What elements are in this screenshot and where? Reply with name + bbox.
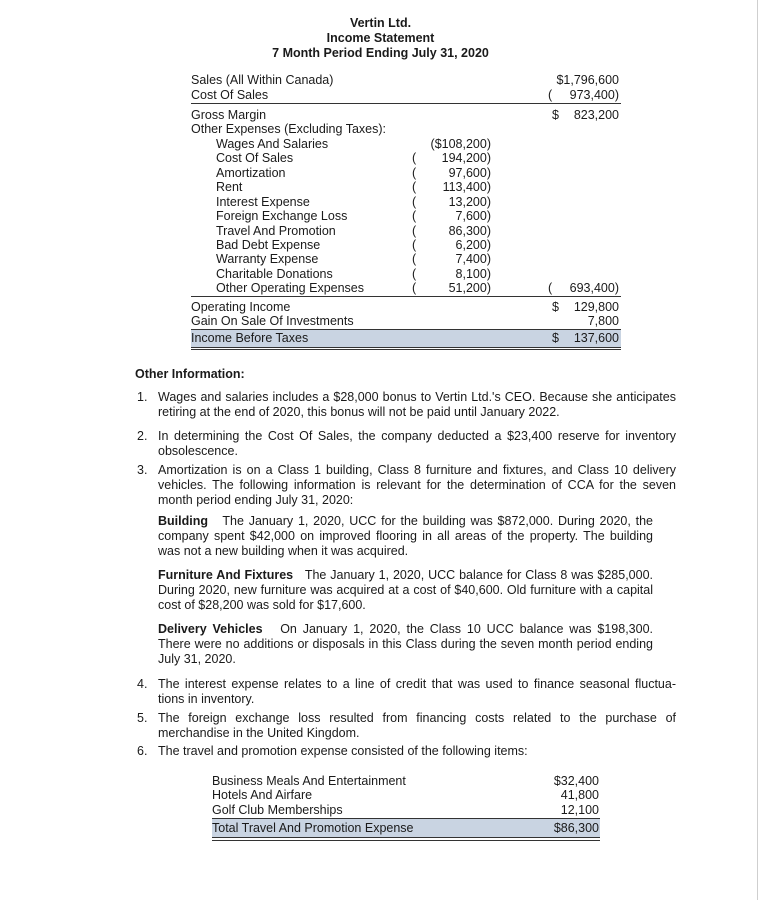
sales-value: $1,796,600 xyxy=(556,73,619,87)
item-text: In determining the Cost Of Sales, the company deducted a $23,400 reserve for inventory obsolescence. xyxy=(158,429,676,458)
expense-label: Charitable Donations xyxy=(216,267,333,281)
expense-row xyxy=(0,267,761,282)
other-expenses-row xyxy=(0,122,761,137)
statement-title: Income Statement xyxy=(326,31,435,45)
item-text: The travel and promotion expense consisted of the following items: xyxy=(158,744,528,758)
paren: ( xyxy=(412,151,417,165)
expense-value: 7,600) xyxy=(455,209,491,223)
expense-value: 51,200) xyxy=(448,281,491,295)
paren: ( xyxy=(412,166,417,180)
expense-label: Other Operating Expenses xyxy=(216,281,364,295)
rule xyxy=(191,349,621,350)
income-before-taxes-row xyxy=(0,331,761,346)
expense-label: Amortization xyxy=(216,166,286,180)
expense-row xyxy=(0,195,761,210)
item-number: 4. xyxy=(137,677,148,691)
expense-row xyxy=(0,252,761,267)
expense-label: Bad Debt Expense xyxy=(216,238,321,252)
expense-value: 113,400) xyxy=(442,180,491,194)
travel-label: Hotels And Airfare xyxy=(212,788,313,802)
operating-income-value: 129,800 xyxy=(573,300,619,314)
dollar-sign: $ xyxy=(552,108,559,122)
paren: ( xyxy=(412,180,417,194)
item-text: The foreign exchange loss resulted from financing costs related to the purchase of merchandise in the United Kingdom. xyxy=(158,711,676,740)
expense-value: 6,200) xyxy=(455,238,491,252)
cos-value: 973,400) xyxy=(569,88,619,102)
income-before-taxes-value: 137,600 xyxy=(573,331,619,345)
expense-value: ($108,200) xyxy=(430,137,491,151)
building-heading: Building xyxy=(158,514,208,528)
travel-row xyxy=(0,774,761,789)
expense-row xyxy=(0,151,761,166)
item-number: 6. xyxy=(137,744,148,758)
rule xyxy=(191,103,621,104)
paren: ( xyxy=(412,281,417,295)
travel-row xyxy=(0,803,761,818)
paren: ( xyxy=(412,252,417,266)
statement-period: 7 Month Period Ending July 31, 2020 xyxy=(272,46,489,60)
paren: ( xyxy=(412,238,417,252)
item-number: 5. xyxy=(137,711,148,725)
building-paragraph xyxy=(158,514,653,559)
item-text: The interest expense relates to a line of credit that was used to finance seasonal fluctua- tions in inventory. xyxy=(158,677,676,706)
total-other-expenses-value: 693,400) xyxy=(569,281,619,295)
expense-value: 7,400) xyxy=(455,252,491,266)
other-expenses-label: Other Expenses (Excluding Taxes): xyxy=(191,122,387,136)
travel-label: Business Meals And Entertainment xyxy=(212,774,406,788)
expense-label: Warranty Expense xyxy=(216,252,319,266)
expense-row xyxy=(0,166,761,181)
travel-total-value: $86,300 xyxy=(553,821,599,835)
expense-value: 13,200) xyxy=(448,195,491,209)
expense-row xyxy=(0,209,761,224)
gain-row xyxy=(0,314,761,329)
expense-row xyxy=(0,224,761,239)
building-text: The January 1, 2020, UCC for the building was $872,000. During 2020, the company spent $42,000 on improved flooring in all areas of the property. The building was not a new building when it was acquired. xyxy=(158,514,654,558)
travel-row xyxy=(0,788,761,803)
travel-label: Golf Club Memberships xyxy=(212,803,343,817)
rule xyxy=(191,347,621,348)
travel-total-label: Total Travel And Promotion Expense xyxy=(212,821,414,835)
sales-row xyxy=(0,73,761,88)
expense-row xyxy=(0,238,761,253)
item-text: Amortization is on a Class 1 building, Class 8 furniture and fixtures, and Class 10 delivery vehicles. The following information is relevant for the determination of CCA for the seven month period ending July 31, 2020: xyxy=(158,463,676,507)
travel-value: 41,800 xyxy=(560,788,599,802)
vehicles-heading: Delivery Vehicles xyxy=(158,622,263,636)
paren: ( xyxy=(412,267,417,281)
expense-label: Rent xyxy=(216,180,243,194)
furniture-paragraph xyxy=(158,568,653,613)
paren: ( xyxy=(412,209,417,223)
dollar-sign: $ xyxy=(552,300,559,314)
rule xyxy=(212,837,600,838)
expense-label: Travel And Promotion xyxy=(216,224,336,238)
expense-row xyxy=(0,281,761,296)
expense-value: 194,200) xyxy=(441,151,491,165)
gross-margin-label: Gross Margin xyxy=(191,108,267,122)
paren: ( xyxy=(548,88,553,102)
item-number: 1. xyxy=(137,390,148,404)
expense-label: Wages And Salaries xyxy=(216,137,329,151)
expense-row xyxy=(0,180,761,195)
item-number: 3. xyxy=(137,463,148,477)
expense-value: 86,300) xyxy=(448,224,491,238)
expense-value: 8,100) xyxy=(455,267,491,281)
travel-value: $32,400 xyxy=(553,774,599,788)
expense-label: Foreign Exchange Loss xyxy=(216,209,348,223)
expense-value: 97,600) xyxy=(448,166,491,180)
rule xyxy=(191,296,621,297)
gain-value: 7,800 xyxy=(587,314,619,328)
travel-total-row xyxy=(0,821,761,836)
gain-label: Gain On Sale Of Investments xyxy=(191,314,354,328)
cos-label: Cost Of Sales xyxy=(191,88,269,102)
item-text: Wages and salaries includes a $28,000 bonus to Vertin Ltd.'s CEO. Because she anticipates retiring at the end of 2020, this bonus will not be paid until January 2022. xyxy=(158,390,676,419)
furniture-text: The January 1, 2020, UCC balance for Class 8 was $285,000. During 2020, new furniture was acquired at a cost of $40,600. Old furniture with a capital cost of $28,200 was sold for $17,600. xyxy=(158,568,654,612)
rule xyxy=(212,840,600,841)
operating-income-label: Operating Income xyxy=(191,300,291,314)
sales-label: Sales (All Within Canada) xyxy=(191,73,334,87)
operating-income-row xyxy=(0,300,761,315)
expense-label: Interest Expense xyxy=(216,195,310,209)
vehicles-paragraph xyxy=(158,622,653,667)
company-name: Vertin Ltd. xyxy=(349,16,412,30)
income-before-taxes-label: Income Before Taxes xyxy=(191,331,309,345)
travel-value: 12,100 xyxy=(560,803,599,817)
gross-margin-value: 823,200 xyxy=(573,108,619,122)
vehicles-text: On January 1, 2020, the Class 10 UCC balance was $198,300. There were no additions or disposals in this Class during the seven month period ending July 31, 2020. xyxy=(158,622,654,666)
paren: ( xyxy=(412,224,417,238)
furniture-heading: Furniture And Fixtures xyxy=(158,568,294,582)
dollar-sign: $ xyxy=(552,331,559,345)
paren: ( xyxy=(412,195,417,209)
item-number: 2. xyxy=(137,429,148,443)
expense-row xyxy=(0,137,761,152)
cos-row xyxy=(0,88,761,103)
other-info-heading: Other Information: xyxy=(135,367,245,381)
expense-label: Cost Of Sales xyxy=(216,151,294,165)
gross-margin-row xyxy=(0,108,761,123)
paren: ( xyxy=(548,281,553,295)
